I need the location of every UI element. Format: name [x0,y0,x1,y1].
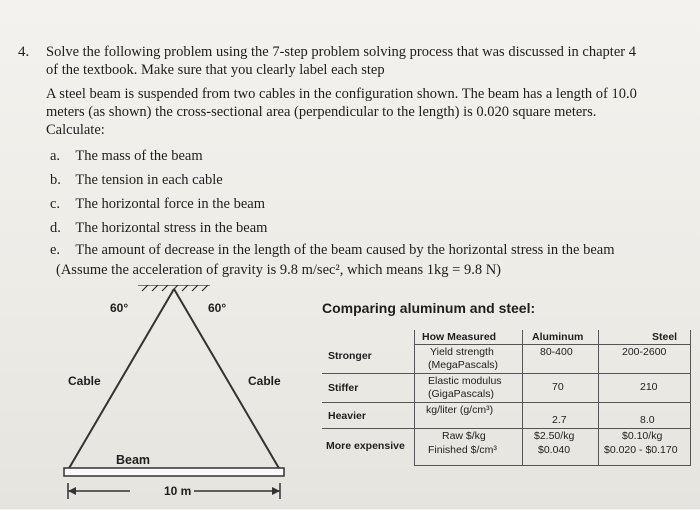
grid-v1 [414,330,415,466]
assumption-note: (Assume the acceleration of gravity is 9.8 m/sec², which means 1kg = 9.8 N) [56,262,501,278]
item-c [50,196,265,213]
item-e-text: The amount of decrease in the length of the beam caused by the horizontal stress in the beam [75,242,615,258]
item-a-text: The mass of the beam [75,148,203,164]
header-aluminum: Aluminum [532,331,584,343]
row-label-stiffer: Stiffer [328,382,359,394]
aluminum-finished-price: $0.040 [538,444,571,456]
aluminum-yield-value: 80-400 [540,346,573,358]
steel-density-value: 8.0 [640,414,655,426]
item-c-text: The horizontal force in the beam [75,196,266,212]
item-c-label: c. [50,196,61,212]
item-b-label: b. [50,172,61,188]
item-d [50,220,267,237]
grid-h0 [414,344,690,345]
header-how-measured: How Measured [422,331,497,343]
measure-yield-strength: Yield strength [430,346,494,358]
item-e [50,242,615,259]
dim-arrow-left [68,487,76,495]
grid-v4 [690,330,691,466]
item-a-label: a. [50,148,61,164]
comparison-table [322,330,692,466]
measure-megapascals: (MegaPascals) [428,359,499,371]
angle-left-label: 60° [110,301,129,315]
measure-gigapascals: (GigaPascals) [428,388,494,400]
item-a [50,148,203,165]
intro-line-5: Calculate: [46,122,105,138]
grid-h4 [414,465,690,466]
steel-finished-price: $0.020 - $0.170 [604,444,678,456]
item-e-label: e. [50,242,61,258]
table-title: Comparing aluminum and steel: [322,300,536,316]
question-number: 4. [18,44,30,60]
item-b [50,172,223,189]
row-label-more-expensive: More expensive [326,440,405,452]
aluminum-modulus-value: 70 [552,381,564,393]
intro-line-4: meters (as shown) the cross-sectional area (perpendicular to the length) is 0.020 square meters. [46,104,597,120]
header-steel: Steel [652,331,678,343]
aluminum-raw-price: $2.50/kg [534,430,575,442]
measure-density: kg/liter (g/cm³) [426,404,494,416]
item-d-text: The horizontal stress in the beam [75,220,268,236]
grid-v3 [598,330,599,466]
grid-v2 [522,330,523,466]
beam-diagram-svg [50,285,310,505]
grid-h3 [322,428,690,429]
steel-yield-value: 200-2600 [622,346,667,358]
item-d-label: d. [50,220,61,236]
cable-right-label: Cable [248,374,281,388]
beam-diagram [50,285,310,505]
row-label-heavier: Heavier [328,410,366,422]
steel-beam [64,468,284,476]
row-label-stronger: Stronger [328,350,372,362]
steel-modulus-value: 210 [640,381,658,393]
cable-left-label: Cable [68,374,101,388]
intro-line-1: Solve the following problem using the 7-step problem solving process that was discussed in chapter 4 [46,44,636,60]
beam-label: Beam [116,453,151,467]
intro-line-2: of the textbook. Make sure that you clearly label each step [46,62,385,78]
steel-raw-price: $0.10/kg [622,430,663,442]
grid-h2 [322,402,690,403]
dim-arrow-right [272,487,280,495]
measure-raw-price: Raw $/kg [442,430,486,442]
measure-elastic-modulus: Elastic modulus [428,375,502,387]
aluminum-density-value: 2.7 [552,414,567,426]
angle-right-label: 60° [208,301,227,315]
item-b-text: The tension in each cable [75,172,223,188]
measure-finished-price: Finished $/cm³ [428,444,497,456]
grid-h1 [322,373,690,374]
length-label: 10 m [164,484,192,498]
intro-line-3: A steel beam is suspended from two cables in the configuration shown. The beam has a length of 10.0 [46,86,637,102]
